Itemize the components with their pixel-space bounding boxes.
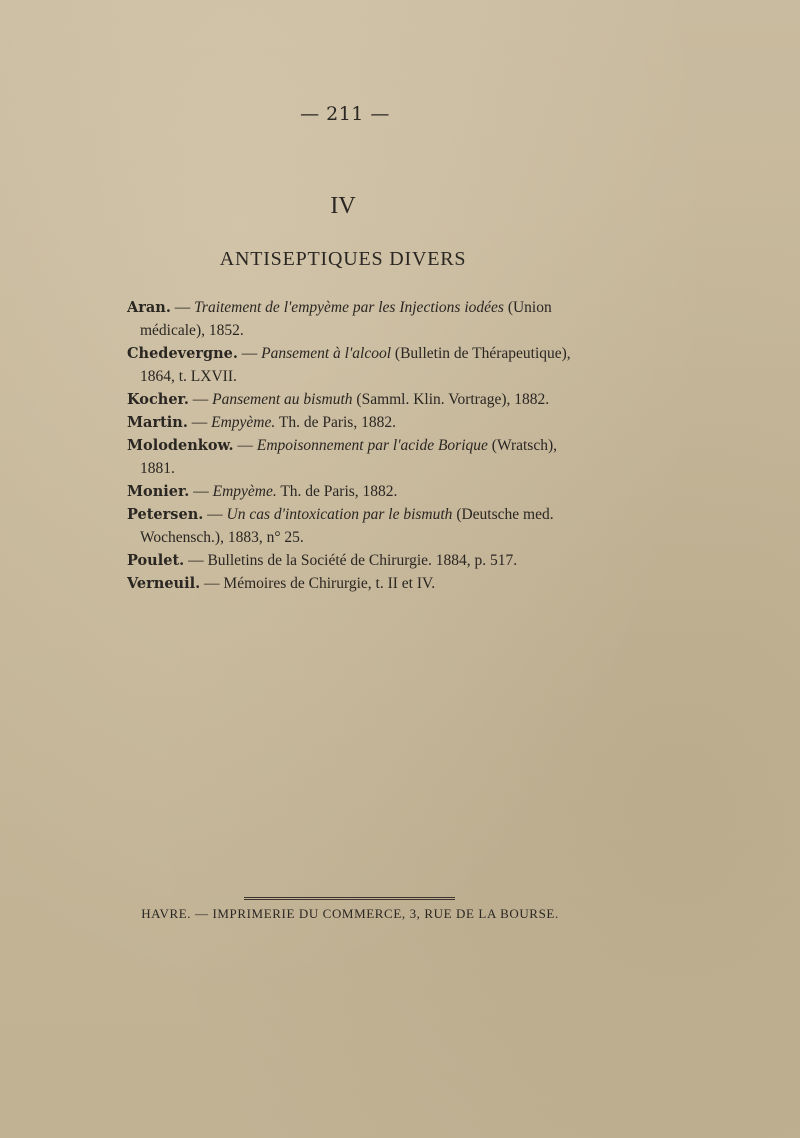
entry-details: (Bulletin de Thérapeutique), 1864, t. LXVII.: [140, 345, 571, 385]
bibliography-entry-petersen: [127, 503, 587, 549]
entry-author: Monier.: [127, 483, 190, 500]
entry-work-title: Empyème.: [211, 414, 276, 431]
entry-details: Bulletins de la Société de Chirurgie. 1884, p. 517.: [207, 552, 518, 569]
entry-author: Molodenkow.: [127, 437, 234, 454]
bibliography-entry-aran: [127, 296, 587, 342]
entry-separator: —: [187, 414, 212, 431]
entry-work-title: Pansement au bismuth: [212, 391, 353, 408]
printer-imprint: HAVRE. — IMPRIMERIE DU COMMERCE, 3, RUE DE LA BOURSE.: [141, 906, 559, 921]
entry-separator: —: [170, 299, 195, 316]
bibliography-entry-chedevergne: [127, 342, 587, 388]
entry-work-title: Un cas d'intoxication par le bismuth: [226, 506, 453, 523]
entry-work-title: Pansement à l'alcool: [261, 345, 392, 362]
bibliography-list: [127, 296, 587, 595]
bibliography-entry-verneuil: [127, 572, 587, 595]
entry-author: Aran.: [127, 299, 171, 316]
entry-separator: —: [203, 506, 227, 523]
entry-author: Poulet.: [127, 552, 185, 569]
entry-separator: —: [188, 391, 213, 408]
bibliography-entry-martin: [127, 411, 587, 434]
page-number: — 211 —: [300, 103, 390, 125]
entry-details: Mémoires de Chirurgie, t. II et IV.: [223, 575, 436, 592]
bibliography-entry-molodenkow: [127, 434, 587, 480]
entry-author: Verneuil.: [127, 575, 201, 592]
entry-separator: —: [184, 552, 208, 569]
entry-details: Th. de Paris, 1882.: [275, 414, 396, 431]
entry-author: Martin.: [127, 414, 188, 431]
entry-separator: —: [189, 483, 213, 500]
section-title: ANTISEPTIQUES DIVERS: [219, 248, 467, 270]
entry-author: Kocher.: [127, 391, 189, 408]
entry-work-title: Traitement de l'empyème par les Injections iodées: [194, 299, 504, 316]
entry-separator: —: [237, 345, 262, 362]
entry-work-title: Empoisonnement par l'acide Borique: [256, 437, 488, 454]
entry-details: (Wratsch), 1881.: [140, 437, 557, 477]
entry-separator: —: [200, 575, 224, 592]
entry-details: Th. de Paris, 1882.: [276, 483, 398, 500]
entry-work-title: Empyème.: [212, 483, 277, 500]
bibliography-entry-kocher: [127, 388, 587, 411]
entry-details: (Union médicale), 1852.: [140, 299, 552, 339]
section-numeral: IV: [330, 193, 356, 219]
entry-author: Petersen.: [127, 506, 204, 523]
entry-author: Chedevergne.: [127, 345, 238, 362]
bibliography-entry-poulet: [127, 549, 587, 572]
entry-separator: —: [233, 437, 257, 454]
footer-divider: [244, 897, 455, 900]
entry-details: (Samml. Klin. Vortrage), 1882.: [352, 391, 550, 408]
bibliography-entry-monier: [127, 480, 587, 503]
entry-details: (Deutsche med. Wochensch.), 1883, n° 25.: [140, 506, 554, 546]
